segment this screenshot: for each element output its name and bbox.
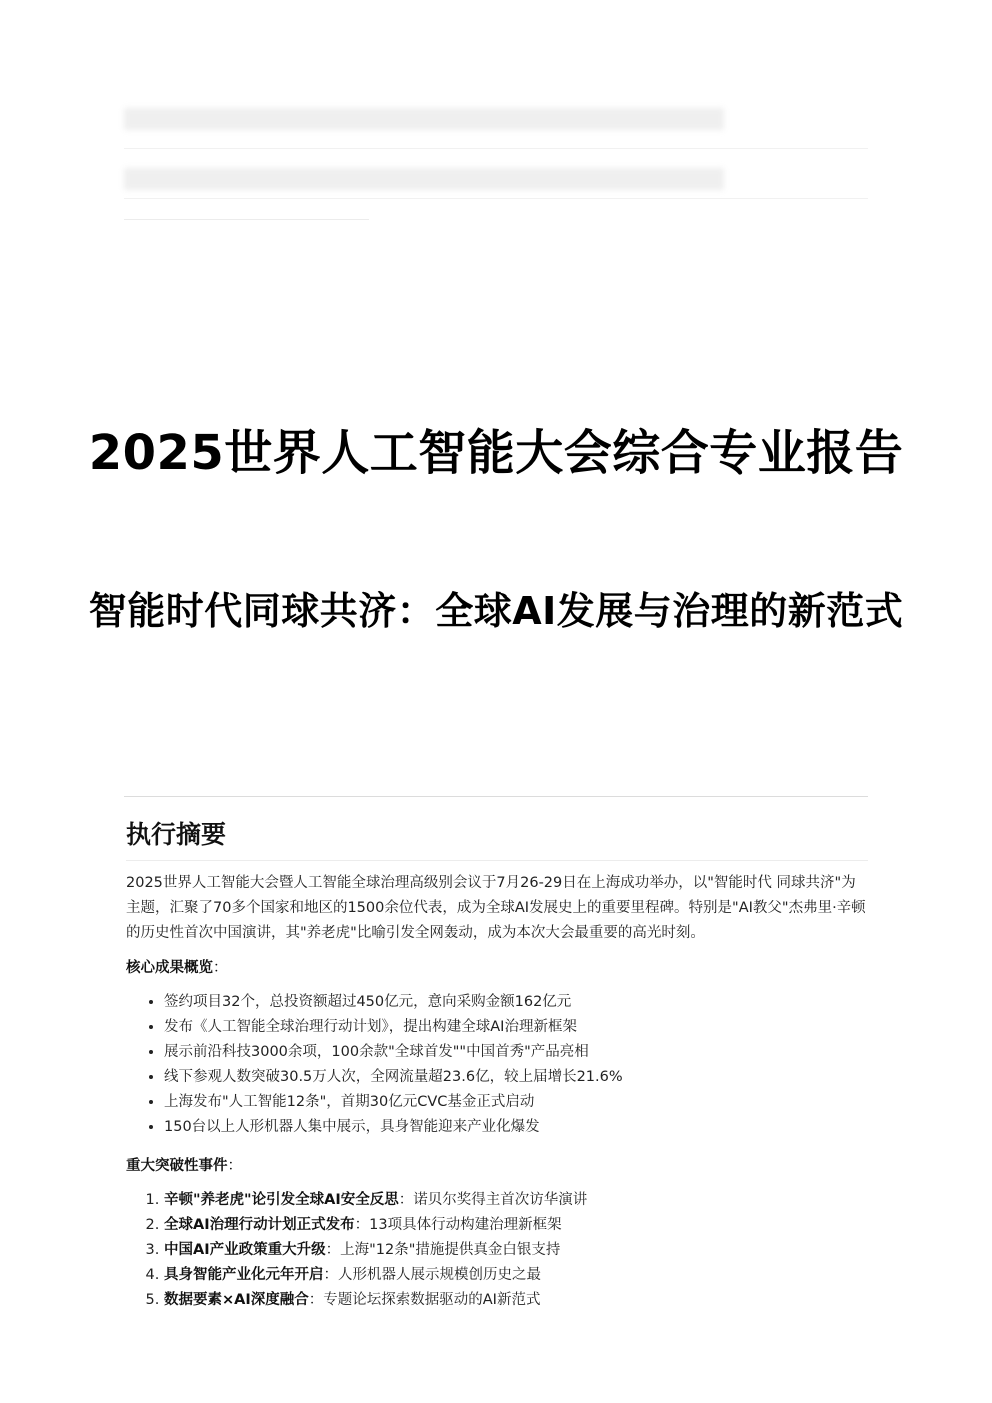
list-item [164, 1263, 868, 1288]
event-description: ：上海"12条"措施提供真金白银支持 [325, 1242, 561, 1258]
report-subtitle: 智能时代同球共济：全球AI发展与治理的新范式 [88, 588, 904, 633]
event-description: ：诺贝尔奖得主首次访华演讲 [398, 1192, 588, 1208]
faded-header-line [124, 168, 724, 190]
list-item [164, 1188, 868, 1213]
list-item: • 发布《人工智能全球治理行动计划》，提出构建全球AI治理新框架 [164, 1015, 868, 1040]
list-item [164, 1288, 868, 1313]
event-title: 具身智能产业化元年开启 [164, 1267, 324, 1283]
faded-header-line [124, 108, 724, 130]
list-item [164, 1213, 868, 1238]
report-title: 2025世界人工智能大会综合专业报告 [88, 425, 904, 482]
core-results-label: 核心成果概览 [126, 960, 213, 976]
event-description: ：专题论坛探索数据驱动的AI新范式 [308, 1292, 541, 1308]
event-description: ：13项具体行动构建治理新框架 [354, 1217, 562, 1233]
core-results-list [126, 990, 868, 1140]
divider [124, 198, 868, 199]
list-item: • 展示前沿科技3000余项，100余款"全球首发""中国首秀"产品亮相 [164, 1040, 868, 1065]
list-item [164, 1238, 868, 1263]
event-title: 数据要素×AI深度融合 [164, 1292, 309, 1308]
event-title: 辛顿"养老虎"论引发全球AI安全反思 [164, 1192, 399, 1208]
list-item: • 150台以上人形机器人集中展示，具身智能迎来产业化爆发 [164, 1115, 868, 1140]
event-title: 中国AI产业政策重大升级 [164, 1242, 326, 1258]
major-events-heading [126, 1154, 868, 1178]
divider [124, 148, 868, 149]
divider [124, 219, 369, 220]
core-results-heading [126, 956, 868, 980]
section-heading: 执行摘要 [126, 818, 868, 861]
major-events-label: 重大突破性事件 [126, 1158, 228, 1174]
event-description: ：人形机器人展示规模创历史之最 [323, 1267, 541, 1283]
major-events-list [126, 1188, 868, 1313]
heading-colon: ： [227, 1158, 242, 1174]
list-item: • 线下参观人数突破30.5万人次，全网流量超23.6亿，较上届增长21.6% [164, 1065, 868, 1090]
divider [124, 796, 868, 797]
executive-summary [126, 818, 868, 1327]
list-item: • 签约项目32个，总投资额超过450亿元，意向采购金额162亿元 [164, 990, 868, 1015]
list-item: • 上海发布"人工智能12条"，首期30亿元CVC基金正式启动 [164, 1090, 868, 1115]
heading-colon: ： [213, 960, 228, 976]
event-title: 全球AI治理行动计划正式发布 [164, 1217, 355, 1233]
summary-paragraph: 2025世界人工智能大会暨人工智能全球治理高级别会议于7月26-29日在上海成功举办，以"智能时代 同球共济"为主题，汇聚了70多个国家和地区的1500余位代表，成为全球AI发展史上的重要里程碑。特别是"AI教父"杰弗里·辛顿的历史性首次中国演讲，其"养老虎"比喻引发全网轰动，成为本次大会最重要的高光时刻。 [126, 875, 866, 941]
